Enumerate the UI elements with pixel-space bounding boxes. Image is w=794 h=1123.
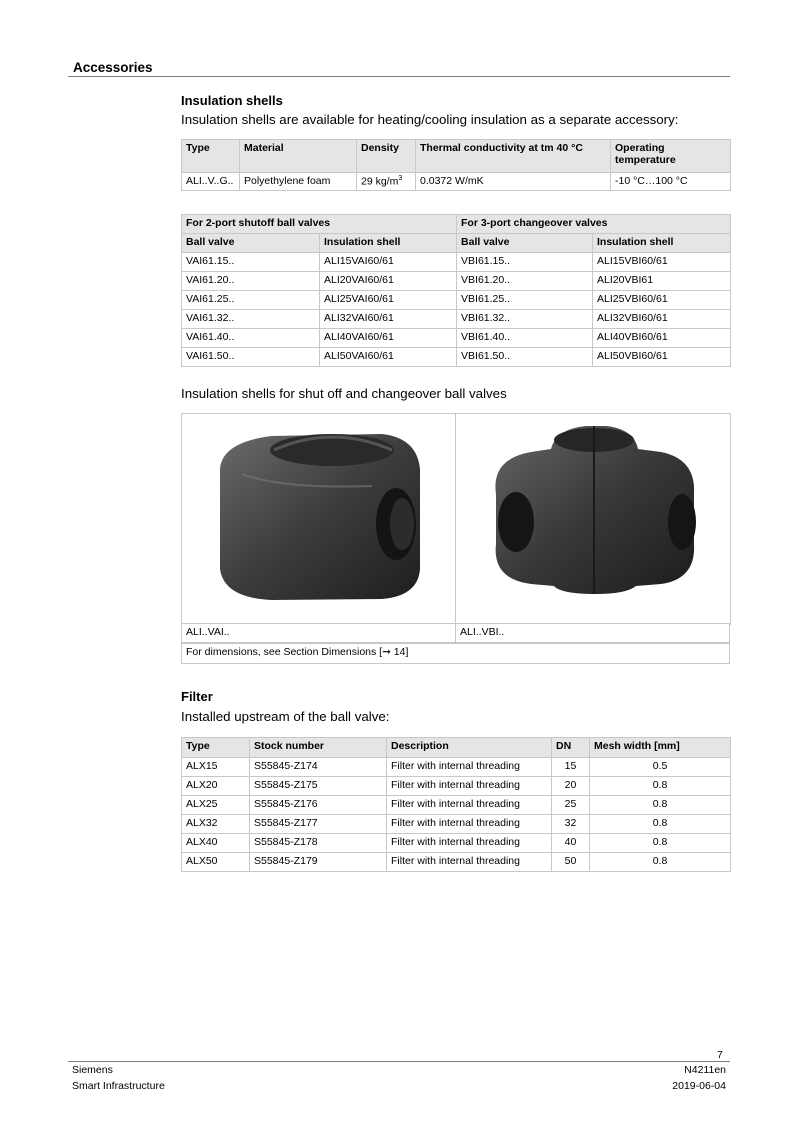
table-row <box>182 758 731 777</box>
page-number: 7 <box>717 1049 723 1061</box>
valve-shell-table <box>181 214 731 367</box>
table-cell: 0.8 <box>590 853 731 872</box>
filter-table <box>181 737 731 872</box>
table-cell: 40 <box>552 834 590 853</box>
dimensions-note: For dimensions, see Section Dimensions [➞ 14] <box>181 643 730 664</box>
table-cell: Filter with internal threading <box>387 834 552 853</box>
table-row <box>182 777 731 796</box>
filter-heading: Filter <box>181 689 213 704</box>
table-cell: Filter with internal threading <box>387 758 552 777</box>
filter-header-mesh: Mesh width [mm] <box>590 738 731 758</box>
table-cell: ALI50VBI60/61 <box>593 348 731 367</box>
filter-header-dn: DN <box>552 738 590 758</box>
table-cell: ALI40VAI60/61 <box>320 329 457 348</box>
table-cell: S55845-Z174 <box>250 758 387 777</box>
density-exponent: 3 <box>398 175 403 182</box>
footer-divider <box>68 1061 730 1062</box>
table-cell: 0.8 <box>590 834 731 853</box>
footer-doc-id: N4211en <box>684 1064 726 1076</box>
table-cell: ALI32VAI60/61 <box>320 310 457 329</box>
table-cell: Filter with internal threading <box>387 853 552 872</box>
insulation-shell-2port-image <box>182 414 456 624</box>
footer-date: 2019-06-04 <box>672 1080 726 1092</box>
footer-company: Siemens <box>72 1064 113 1076</box>
table-cell: 32 <box>552 815 590 834</box>
table-cell: 0.8 <box>590 777 731 796</box>
table-cell: ALI20VAI60/61 <box>320 272 457 291</box>
material-cell-type: ALI..V..G.. <box>182 173 240 191</box>
table-row <box>182 272 731 291</box>
table-cell: Filter with internal threading <box>387 796 552 815</box>
table-row <box>182 329 731 348</box>
material-cell-material: Polyethylene foam <box>240 173 357 191</box>
photo-panel-vbi <box>455 413 731 625</box>
table-cell: S55845-Z177 <box>250 815 387 834</box>
filter-header-stock: Stock number <box>250 738 387 758</box>
table-cell: ALX32 <box>182 815 250 834</box>
table-cell: S55845-Z179 <box>250 853 387 872</box>
table-row <box>182 796 731 815</box>
table-cell: VAI61.32.. <box>182 310 320 329</box>
section-divider <box>68 76 730 77</box>
insulation-heading: Insulation shells <box>181 93 283 108</box>
material-header-density: Density <box>357 140 416 173</box>
table-cell: 0.5 <box>590 758 731 777</box>
table-cell: VAI61.25.. <box>182 291 320 310</box>
table-row <box>182 291 731 310</box>
table-cell: ALI15VAI60/61 <box>320 253 457 272</box>
table-cell: ALX40 <box>182 834 250 853</box>
table-cell: S55845-Z176 <box>250 796 387 815</box>
table-cell: ALI25VBI60/61 <box>593 291 731 310</box>
table-row <box>182 310 731 329</box>
material-header-temperature: Operating temperature <box>611 140 731 173</box>
filter-header-type: Type <box>182 738 250 758</box>
material-header-type: Type <box>182 140 240 173</box>
material-header-conductivity: Thermal conductivity at tm 40 °C <box>416 140 611 173</box>
insulation-shell-3port-image <box>456 414 730 624</box>
table-cell: VBI61.50.. <box>457 348 593 367</box>
table-cell: 20 <box>552 777 590 796</box>
filter-header-description: Description <box>387 738 552 758</box>
table-cell: ALX20 <box>182 777 250 796</box>
table-cell: 0.8 <box>590 815 731 834</box>
table-cell: VBI61.40.. <box>457 329 593 348</box>
material-cell-conductivity: 0.0372 W/mK <box>416 173 611 191</box>
table-cell: VAI61.40.. <box>182 329 320 348</box>
material-cell-density <box>357 173 416 191</box>
header-ball-valve-3port: Ball valve <box>457 234 593 253</box>
table-cell: Filter with internal threading <box>387 815 552 834</box>
table-cell: 50 <box>552 853 590 872</box>
density-value: 29 kg/m <box>361 175 399 188</box>
table-cell: 25 <box>552 796 590 815</box>
material-table <box>181 139 731 191</box>
figure-title: Insulation shells for shut off and changeover ball valves <box>181 386 507 401</box>
table-cell: ALI32VBI60/61 <box>593 310 731 329</box>
table-cell: ALI40VBI60/61 <box>593 329 731 348</box>
table-cell: S55845-Z175 <box>250 777 387 796</box>
table-row <box>182 834 731 853</box>
caption-vbi: ALI..VBI.. <box>455 623 730 643</box>
table-cell: ALX25 <box>182 796 250 815</box>
caption-vai: ALI..VAI.. <box>181 623 456 643</box>
table-cell: VBI61.25.. <box>457 291 593 310</box>
table-row <box>182 348 731 367</box>
table-cell: ALI25VAI60/61 <box>320 291 457 310</box>
table-cell: ALX50 <box>182 853 250 872</box>
table-cell: VBI61.32.. <box>457 310 593 329</box>
table-cell: VBI61.15.. <box>457 253 593 272</box>
insulation-intro: Insulation shells are available for heating/cooling insulation as a separate accessory: <box>181 112 679 127</box>
table-cell: 15 <box>552 758 590 777</box>
table-cell: VAI61.20.. <box>182 272 320 291</box>
table-cell: VAI61.50.. <box>182 348 320 367</box>
table-row <box>182 815 731 834</box>
table-cell: 0.8 <box>590 796 731 815</box>
table-cell: ALI15VBI60/61 <box>593 253 731 272</box>
material-header-material: Material <box>240 140 357 173</box>
group-2port-header: For 2-port shutoff ball valves <box>182 215 457 234</box>
material-cell-temperature: -10 °C…100 °C <box>611 173 731 191</box>
table-cell: Filter with internal threading <box>387 777 552 796</box>
table-cell: VAI61.15.. <box>182 253 320 272</box>
table-row <box>182 853 731 872</box>
filter-intro: Installed upstream of the ball valve: <box>181 709 390 724</box>
footer-division: Smart Infrastructure <box>72 1080 165 1092</box>
section-title: Accessories <box>73 60 153 75</box>
header-shell-2port: Insulation shell <box>320 234 457 253</box>
table-cell: VBI61.20.. <box>457 272 593 291</box>
photo-panel-vai <box>181 413 457 625</box>
header-ball-valve-2port: Ball valve <box>182 234 320 253</box>
table-cell: ALI20VBI61 <box>593 272 731 291</box>
header-shell-3port: Insulation shell <box>593 234 731 253</box>
group-3port-header: For 3-port changeover valves <box>457 215 731 234</box>
table-cell: ALI50VAI60/61 <box>320 348 457 367</box>
table-row <box>182 253 731 272</box>
table-cell: S55845-Z178 <box>250 834 387 853</box>
table-cell: ALX15 <box>182 758 250 777</box>
